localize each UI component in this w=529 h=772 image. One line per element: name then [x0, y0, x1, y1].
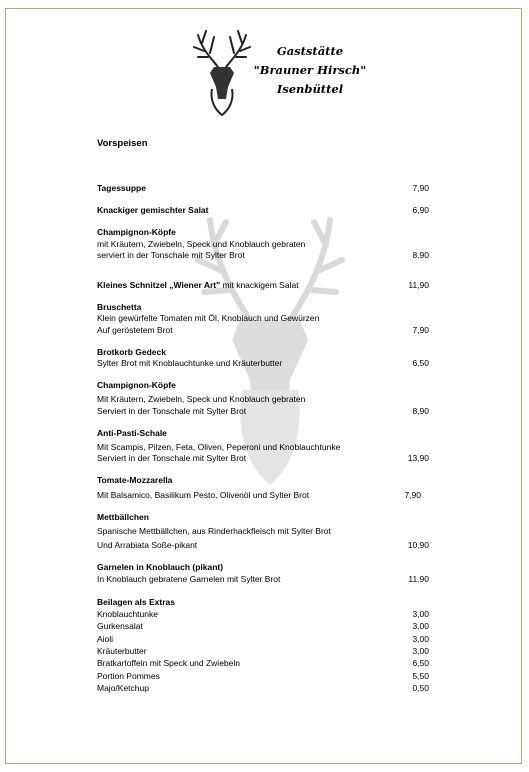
- item-price: 13,90: [407, 453, 429, 464]
- item-description: Und Arrabiata Soße-pikant: [97, 540, 198, 551]
- extra-name: Gurkensalat: [97, 621, 143, 632]
- menu-item: [97, 380, 429, 417]
- item-price: 6,90: [412, 205, 429, 216]
- extras-row: [97, 670, 429, 682]
- extra-name: Knoblauchtunke: [97, 609, 158, 620]
- item-description: In Knoblauch gebratene Garnelen mit Sylter Brot: [97, 573, 281, 584]
- item-name: Garnelen in Knoblauch (pikant): [97, 562, 224, 573]
- item-name: Brotkorb Gedeck: [97, 346, 166, 357]
- item-name: Tagessuppe: [97, 183, 146, 193]
- extras-row: [97, 682, 429, 694]
- extras-title: Beilagen als Extras: [97, 596, 175, 607]
- extras-row: [97, 608, 429, 620]
- item-price: 8,90: [412, 249, 429, 260]
- item-description: Mit Balsamico, Basilikum Pesto, Olivenöl und Sylter Brot: [97, 489, 310, 500]
- extra-price: 6,50: [412, 658, 429, 669]
- item-name: Knackiger gemischter Salat: [97, 205, 209, 216]
- item-description: Spanische Mettbällchen, aus Rinderhackfleisch mit Sylter Brot: [97, 526, 331, 537]
- menu-item: [97, 183, 429, 194]
- item-description: Sylter Brot mit Knoblauchtunke und Kräuterbutter: [97, 358, 283, 369]
- item-name: Mettbällchen: [97, 511, 149, 522]
- extras-row: [97, 633, 429, 645]
- extra-name: Kräuterbutter: [97, 646, 147, 657]
- item-description: mit Kräutern, Zwiebeln, Speck und Knoblauch gebraten: [97, 238, 306, 249]
- item-name: Bruschetta: [97, 302, 142, 313]
- item-description: Auf geröstetem Brot: [97, 324, 173, 335]
- menu-item: [97, 475, 429, 500]
- item-price: 7,90: [404, 489, 421, 500]
- item-description: Serviert in der Tonschale mit Sylter Brot: [97, 453, 247, 464]
- item-price: 6,50: [412, 358, 429, 369]
- item-name: Anti-Pasti-Schale: [97, 427, 167, 438]
- extra-price: 3,00: [412, 646, 429, 657]
- section-title: Vorspeisen: [97, 138, 148, 149]
- extra-price: 3,00: [412, 609, 429, 620]
- name-line-1: Gaststätte: [276, 44, 344, 58]
- restaurant-name: [252, 42, 368, 99]
- item-description: Mit Scampis, Pilzen, Feta, Oliven, Peperoni und Knoblauchtunke: [97, 442, 341, 453]
- extra-name: Aioli: [97, 633, 114, 644]
- item-price: 7,90: [412, 324, 429, 335]
- item-name: Tomate-Mozzarella: [97, 475, 173, 486]
- item-price: 7,90: [412, 183, 429, 193]
- extras-row: [97, 620, 429, 632]
- menu-item: [97, 280, 429, 291]
- item-price: 8,90: [412, 405, 429, 416]
- item-name: Kleines Schnitzel „Wiener Art": [97, 280, 221, 291]
- extra-name: Bratkartoffeln mit Speck und Zwiebeln: [97, 658, 240, 669]
- extra-price: 0,50: [412, 682, 429, 693]
- item-price: 10,90: [407, 540, 429, 551]
- extras-section: [97, 596, 429, 694]
- extra-price: 3,00: [412, 621, 429, 632]
- name-line-2: "Brauner Hirsch": [253, 63, 367, 77]
- item-price: 11.90: [408, 573, 429, 584]
- extra-name: Majo/Ketchup: [97, 682, 149, 693]
- name-line-3: Isenbüttel: [276, 82, 344, 96]
- menu-item: [97, 428, 429, 465]
- item-name: Champignon-Köpfe: [97, 380, 176, 391]
- extra-name: Portion Pommes: [97, 670, 160, 681]
- item-description: Serviert in der Tonschale mit Sylter Brot: [97, 405, 247, 416]
- extra-price: 5,50: [412, 670, 429, 681]
- menu-item: [97, 205, 429, 216]
- item-price: 11,90: [408, 280, 429, 291]
- menu-item: [97, 562, 429, 584]
- menu-item: [97, 227, 429, 261]
- menu-list: [97, 183, 429, 694]
- menu-item: [97, 347, 429, 369]
- item-name: Champignon-Köpfe: [97, 227, 176, 238]
- extras-row: [97, 645, 429, 657]
- item-description: Klein gewürfelte Tomaten mit Öl, Knoblauch und Gewürzen: [97, 313, 320, 324]
- menu-item: [97, 302, 429, 336]
- item-description: serviert in der Tonschale mit Sylter Brot: [97, 249, 245, 260]
- extra-price: 3,00: [412, 633, 429, 644]
- item-description: mit knackigem Salat: [220, 280, 299, 291]
- item-description: Mit Kräutern, Zwiebeln, Speck und Knoblauch gebraten: [97, 394, 306, 405]
- menu-item: [97, 512, 429, 552]
- extras-row: [97, 657, 429, 669]
